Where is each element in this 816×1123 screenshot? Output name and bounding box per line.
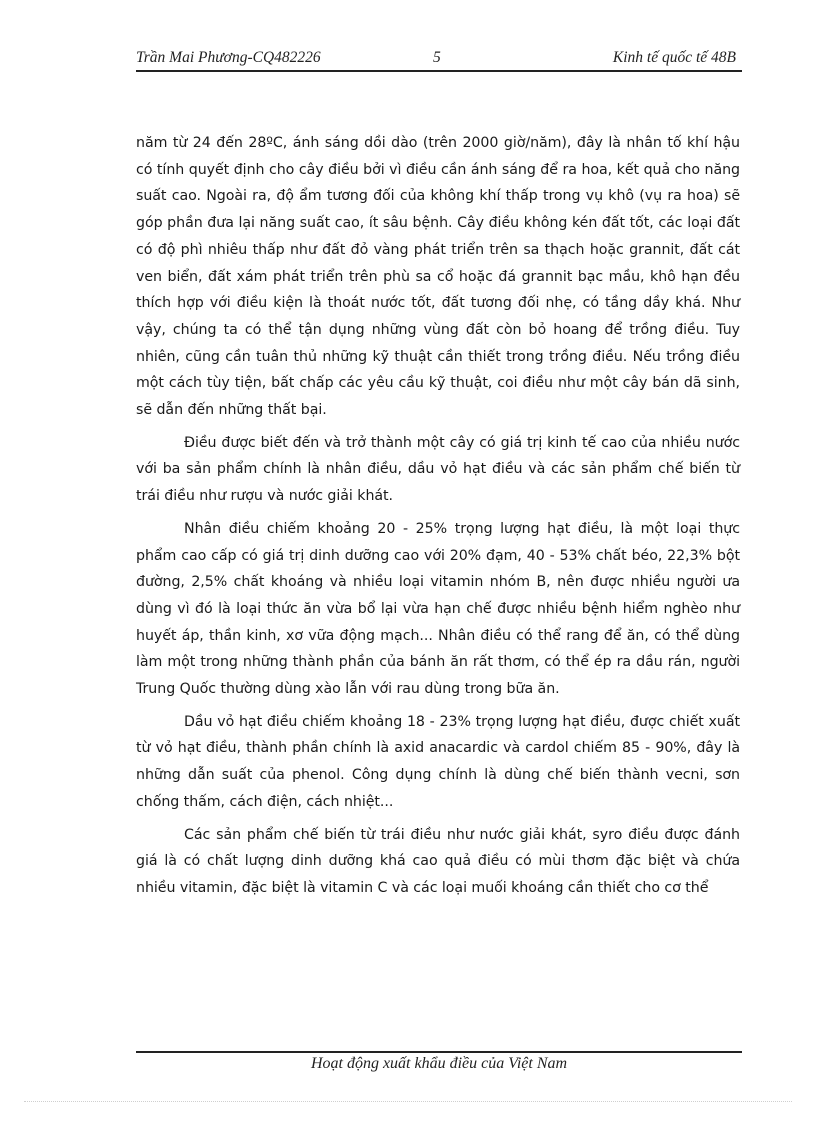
paragraph-main-products: Điều được biết đến và trở thành một cây có giá trị kinh tế cao của nhiều nước với ba sản phẩm chính là nhân điều, dầu vỏ hạt điều và các sản phẩm chế biến từ trái điều như rượu và nước giải khát. bbox=[136, 434, 740, 505]
page-header bbox=[136, 49, 742, 71]
paragraph-shell-oil: Dầu vỏ hạt điều chiếm khoảng 18 - 23% trọng lượng hạt điều, được chiết xuất từ vỏ hạt điều, thành phần chính là axid anacardic và cardol chiếm 85 - 90%, đây là những dẫn suất của phenol. Công dụng chính là dùng chế biến thành vecni, sơn chống thấm, cách điện, cách nhiệt... bbox=[136, 713, 740, 810]
paragraph-processed-products: Các sản phẩm chế biến từ trái điều như nước giải khát, syro điều được đánh giá là có chất lượng dinh dưỡng khá cao quả điều có mùi thơm đặc biệt và chứa nhiều vitamin, đặc biệt là vitamin C và các loại muối khoáng cần thiết cho cơ thể bbox=[136, 826, 740, 896]
page-edge-divider bbox=[24, 1101, 792, 1102]
header-department: Kinh tế quốc tế 48B bbox=[612, 49, 736, 66]
page-footer: Hoạt động xuất khẩu điều của Việt Nam bbox=[310, 1055, 568, 1072]
footer-divider bbox=[136, 1051, 742, 1053]
header-author: Trần Mai Phương-CQ482226 bbox=[136, 49, 321, 66]
header-page-number: 5 bbox=[433, 49, 441, 66]
paragraph-climate-soil: năm từ 24 đến 28ºC, ánh sáng dồi dào (trên 2000 giờ/năm), đây là nhân tố khí hậu có tính quyết định cho cây điều bởi vì điều cần ánh sáng để ra hoa, kết quả cho năng suất cao. Ngoài ra, độ ẩm tương đối của không khí thấp trong vụ khô (vụ ra hoa) sẽ góp phần đưa lại năng suất cao, ít sâu bệnh. Cây điều không kén đất tốt, các loại đất có độ phì nhiêu thấp như đất đỏ vàng phát triển trên sa thạch hoặc grannit, đất cát ven biển, đất xám phát triển trên phù sa cổ hoặc đá grannit bạc mầu, khô hạn đều thích hợp với điều kiện là thoát nước tốt, đất tương đối nhẹ, có tầng dầy khá. Như vậy, chúng ta có thể tận dụng những vùng đất còn bỏ hoang để trồng điều. Tuy nhiên, cũng cần tuân thủ những kỹ thuật cần thiết trong trồng điều. Nếu trồng điều một cách tùy tiện, bất chấp các yêu cầu kỹ thuật, coi điều như một cây bán dã sinh, sẽ dẫn đến những thất bại. bbox=[136, 135, 740, 419]
header-divider bbox=[136, 70, 742, 72]
document-body bbox=[136, 130, 740, 908]
paragraph-cashew-kernel: Nhân điều chiếm khoảng 20 - 25% trọng lượng hạt điều, là một loại thực phẩm cao cấp có giá trị dinh dưỡng cao với 20% đạm, 40 - 53% chất béo, 22,3% bột đường, 2,5% chất khoáng và nhiều loại vitamin nhóm B, nên được nhiều người ưa dùng vì đó là loại thức ăn vừa bổ lại vừa hạn chế được nhiều bệnh hiểm nghèo như huyết áp, thần kinh, xơ vữa động mạch... Nhân điều có thể rang để ăn, có thể dùng làm một trong những thành phần của bánh ăn rất thơm, có thể ép ra dầu rán, người Trung Quốc thường dùng xào lẫn với rau dùng trong bữa ăn. bbox=[136, 520, 740, 698]
